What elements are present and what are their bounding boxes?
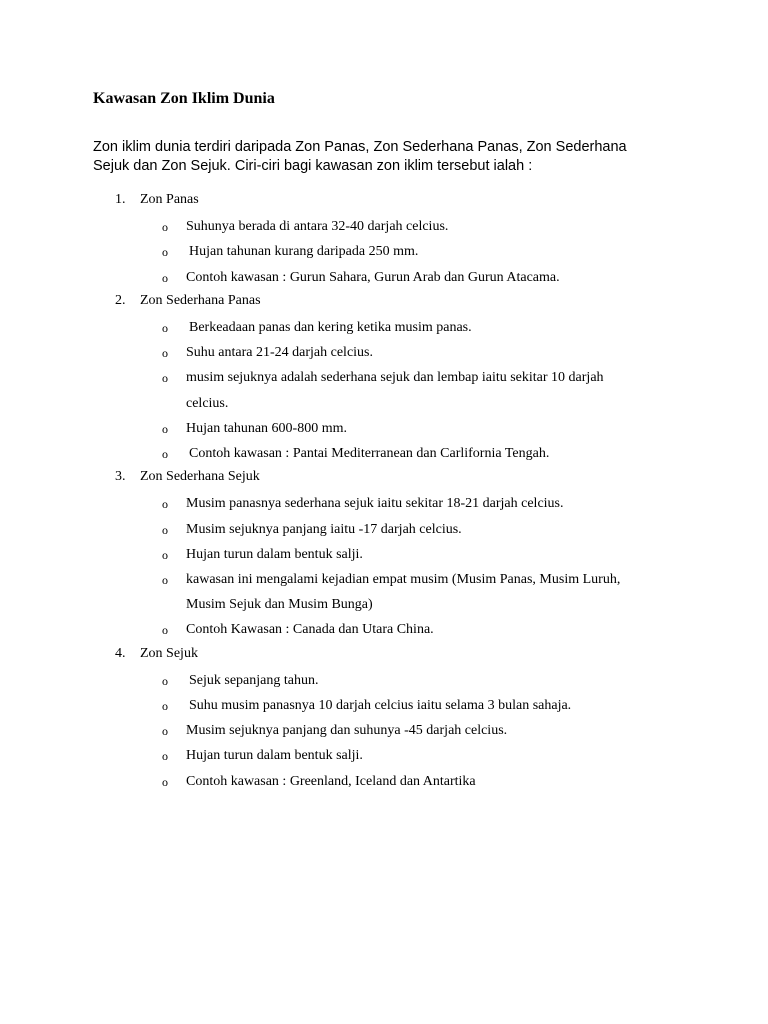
bullet-item <box>0 718 768 743</box>
bullet-marker-icon: o <box>162 421 168 436</box>
bullet-item <box>0 567 768 617</box>
bullet-marker-icon: o <box>162 724 168 739</box>
bullet-marker-icon: o <box>162 346 168 361</box>
zone-heading <box>0 290 768 315</box>
bullet-text-line: kawasan ini mengalami kejadian empat musim (Musim Panas, Musim Luruh, <box>186 572 621 587</box>
bullet-text <box>0 416 768 441</box>
bullet-text-line: Musim sejuknya panjang iaitu -17 darjah celcius. <box>186 521 462 537</box>
bullet-marker-icon: o <box>162 673 168 688</box>
zone-heading <box>0 466 768 491</box>
document-title: Kawasan Zon Iklim Dunia <box>93 90 275 107</box>
bullet-list <box>0 214 768 290</box>
intro-line: Sejuk dan Zon Sejuk. Ciri-ciri bagi kawasan zon iklim tersebut ialah : <box>93 158 533 174</box>
bullet-text-line: Contoh kawasan : Pantai Mediterranean dan Carlifornia Tengah. <box>189 446 550 461</box>
zone-item <box>0 643 768 794</box>
zone-number: 4. <box>115 645 126 661</box>
bullet-item <box>0 365 768 415</box>
bullet-text-line: musim sejuknya adalah sederhana sejuk dan lembap iaitu sekitar 10 darjah <box>186 370 604 386</box>
bullet-text-line: Contoh kawasan : Greenland, Iceland dan Antartika <box>186 773 476 789</box>
bullet-text-line: Hujan tahunan 600-800 mm. <box>186 420 347 436</box>
bullet-marker-icon: o <box>162 220 168 235</box>
zone-item <box>0 189 768 290</box>
zone-number: 3. <box>115 469 126 485</box>
bullet-text-line: Suhunya berada di antara 32-40 darjah celcius. <box>186 219 449 235</box>
bullet-text-line: Suhu antara 21-24 darjah celcius. <box>186 345 373 361</box>
bullet-text <box>0 769 768 794</box>
bullet-text <box>0 693 768 718</box>
bullet-item <box>0 517 768 542</box>
bullet-text-line: celcius. <box>186 395 229 411</box>
bullet-text <box>0 743 768 768</box>
bullet-text-line: Hujan turun dalam bentuk salji. <box>186 748 363 764</box>
zone-list <box>0 189 768 794</box>
bullet-item <box>0 743 768 768</box>
bullet-list <box>0 668 768 794</box>
bullet-marker-icon: o <box>162 245 168 260</box>
bullet-marker-icon: o <box>162 497 168 512</box>
bullet-text-line: Musim sejuknya panjang dan suhunya -45 darjah celcius. <box>186 723 508 739</box>
bullet-item <box>0 416 768 441</box>
bullet-marker-icon: o <box>162 573 168 587</box>
bullet-item <box>0 239 768 264</box>
bullet-text-line: Hujan tahunan kurang daripada 250 mm. <box>189 244 419 260</box>
bullet-marker-icon: o <box>162 371 168 386</box>
bullet-text-line: Contoh kawasan : Gurun Sahara, Gurun Arab dan Gurun Atacama. <box>186 269 560 285</box>
bullet-text-line: Berkeadaan panas dan kering ketika musim panas. <box>189 319 472 335</box>
zone-name: Zon Panas <box>140 192 199 207</box>
bullet-marker-icon: o <box>162 774 168 789</box>
bullet-marker-icon: o <box>162 699 168 713</box>
bullet-item <box>0 265 768 290</box>
intro-paragraph <box>93 138 683 176</box>
bullet-text-line: Suhu musim panasnya 10 darjah celcius iaitu selama 3 bulan sahaja. <box>189 698 572 713</box>
bullet-item <box>0 693 768 718</box>
bullet-item <box>0 668 768 693</box>
bullet-marker-icon: o <box>162 522 168 537</box>
zone-item <box>0 466 768 642</box>
bullet-text <box>0 315 768 340</box>
bullet-text-line: Musim Sejuk dan Musim Bunga) <box>186 597 373 613</box>
zone-heading <box>0 643 768 668</box>
bullet-item <box>0 769 768 794</box>
bullet-text <box>0 617 768 642</box>
bullet-text <box>0 718 768 743</box>
bullet-item <box>0 491 768 516</box>
zone-name: Zon Sederhana Sejuk <box>140 469 260 485</box>
bullet-list <box>0 315 768 466</box>
bullet-marker-icon: o <box>162 320 168 335</box>
zone-item <box>0 290 768 466</box>
bullet-text <box>0 567 768 617</box>
bullet-marker-icon: o <box>162 623 168 638</box>
bullet-text <box>0 340 768 365</box>
bullet-text-line: Contoh Kawasan : Canada dan Utara China. <box>186 622 434 638</box>
bullet-text <box>0 265 768 290</box>
bullet-item <box>0 441 768 466</box>
bullet-text-line: Hujan turun dalam bentuk salji. <box>186 546 363 562</box>
zone-name: Zon Sejuk <box>140 645 198 661</box>
bullet-item <box>0 214 768 239</box>
intro-line: Zon iklim dunia terdiri daripada Zon Panas, Zon Sederhana Panas, Zon Sederhana <box>93 139 627 155</box>
bullet-item <box>0 617 768 642</box>
zone-heading <box>0 189 768 214</box>
zone-name: Zon Sederhana Panas <box>140 292 261 308</box>
bullet-item <box>0 542 768 567</box>
bullet-item <box>0 340 768 365</box>
bullet-marker-icon: o <box>162 547 168 562</box>
zone-number: 1. <box>115 192 126 207</box>
bullet-text <box>0 491 768 516</box>
bullet-marker-icon: o <box>162 270 168 285</box>
bullet-text <box>0 365 768 415</box>
bullet-item <box>0 315 768 340</box>
zone-number: 2. <box>115 292 126 308</box>
bullet-text <box>0 668 768 693</box>
bullet-text <box>0 239 768 264</box>
bullet-text <box>0 517 768 542</box>
bullet-text <box>0 214 768 239</box>
bullet-marker-icon: o <box>162 749 168 764</box>
bullet-list <box>0 491 768 642</box>
bullet-text <box>0 542 768 567</box>
bullet-text-line: Sejuk sepanjang tahun. <box>189 672 319 688</box>
bullet-text <box>0 441 768 466</box>
bullet-marker-icon: o <box>162 447 168 461</box>
bullet-text-line: Musim panasnya sederhana sejuk iaitu sekitar 18-21 darjah celcius. <box>186 496 564 512</box>
